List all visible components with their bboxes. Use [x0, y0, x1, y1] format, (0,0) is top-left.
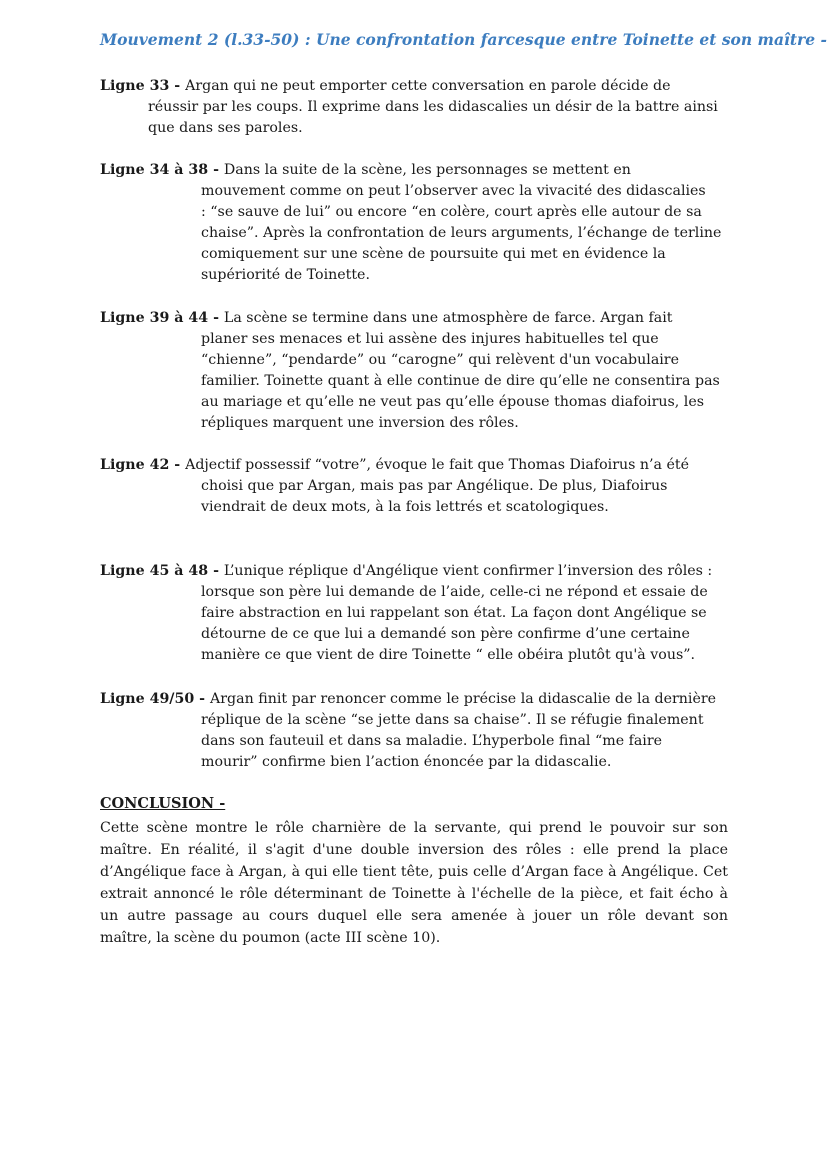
entry-line: manière ce que vient de dire Toinette “ elle obéira plutôt qu'à vous”.	[201, 647, 696, 663]
entry-line: réussir par les coups. Il exprime dans les didascalies un désir de la battre ainsi	[148, 99, 718, 115]
entry-first-line: Ligne 33 - Argan qui ne peut emporter cette conversation en parole décide de	[100, 78, 671, 94]
conclusion-line: extrait annoncé le rôle déterminant de Toinette à l'échelle de la pièce, et fait écho à	[100, 886, 728, 902]
entry-line: que dans ses paroles.	[148, 120, 303, 136]
entry-label: Ligne 39 à 44 -	[100, 310, 224, 326]
conclusion-line: maître. En réalité, il s'agit d'une double inversion des rôles : elle prend la place	[100, 842, 728, 858]
entry-line: faire abstraction en lui rappelant son état. La façon dont Angélique se	[201, 605, 707, 621]
entry-line: planer ses menaces et lui assène des injures habituelles tel que	[201, 331, 659, 347]
entry-line: choisi que par Argan, mais pas par Angélique. De plus, Diafoirus	[201, 478, 668, 494]
entry-first-line: Ligne 34 à 38 - Dans la suite de la scène, les personnages se mettent en	[100, 162, 631, 178]
entry-line: mouvement comme on peut l’observer avec la vivacité des didascalies	[201, 183, 706, 199]
entry-label: Ligne 45 à 48 -	[100, 563, 224, 579]
entry-label: Ligne 33 -	[100, 78, 186, 94]
analysis-entry-ligne-33	[100, 76, 718, 139]
entry-line: supériorité de Toinette.	[201, 267, 370, 283]
entry-first-line: Ligne 45 à 48 - L’unique réplique d'Angélique vient confirmer l’inversion des rôles :	[100, 563, 713, 579]
conclusion-heading: CONCLUSION -	[100, 795, 226, 812]
entry-label: Ligne 42 -	[100, 457, 186, 473]
entry-line: familier. Toinette quant à elle continue de dire qu’elle ne consentira pas	[201, 373, 720, 389]
entry-line: lorsque son père lui demande de l’aide, celle-ci ne répond et essaie de	[201, 584, 708, 600]
entry-line: “chienne”, “pendarde” ou “carogne” qui relèvent d'un vocabulaire	[201, 352, 679, 368]
section-title: Mouvement 2 (l.33-50) : Une confrontation farcesque entre Toinette et son maître -	[100, 30, 827, 49]
entry-first-line: Ligne 42 - Adjectif possessif “votre”, évoque le fait que Thomas Diafoirus n’a été	[100, 457, 690, 473]
entry-line: réplique de la scène “se jette dans sa chaise”. Il se réfugie finalement	[201, 712, 704, 728]
conclusion-line: un autre passage au cours duquel elle sera amenée à jouer un rôle devant son	[100, 908, 728, 924]
conclusion-line: d’Angélique face à Argan, à qui elle tient tête, puis celle d’Argan face à Angélique. Cet	[100, 864, 728, 880]
entry-line: répliques marquent une inversion des rôles.	[201, 415, 519, 431]
entry-line: chaise”. Après la confrontation de leurs arguments, l’échange de terline	[201, 225, 722, 241]
entry-line: dans son fauteuil et dans sa maladie. L’hyperbole final “me faire	[201, 733, 663, 749]
analysis-entry-ligne-39-44	[100, 308, 720, 434]
entry-line: viendrait de deux mots, à la fois lettrés et scatologiques.	[201, 499, 609, 515]
entry-line: au mariage et qu’elle ne veut pas qu’elle épouse thomas diafoirus, les	[201, 394, 705, 410]
entry-line: comiquement sur une scène de poursuite qui met en évidence la	[201, 246, 666, 262]
analysis-entry-ligne-42	[100, 455, 689, 518]
analysis-entry-ligne-45-48	[100, 561, 712, 666]
analysis-entry-ligne-49-50	[100, 689, 716, 773]
entry-line: détourne de ce que lui a demandé son père confirme d’une certaine	[201, 626, 690, 642]
entry-line: mourir” confirme bien l’action énoncée par la didascalie.	[201, 754, 612, 770]
analysis-entry-ligne-34-38	[100, 160, 721, 286]
conclusion-line: maître, la scène du poumon (acte III scène 10).	[100, 930, 441, 946]
conclusion-paragraph	[100, 817, 728, 949]
conclusion-line: Cette scène montre le rôle charnière de la servante, qui prend le pouvoir sur son	[100, 820, 728, 836]
entry-label: Ligne 34 à 38 -	[100, 162, 224, 178]
entry-first-line: Ligne 39 à 44 - La scène se termine dans une atmosphère de farce. Argan fait	[100, 310, 673, 326]
entry-first-line: Ligne 49/50 - Argan finit par renoncer comme le précise la didascalie de la dernière	[100, 691, 717, 707]
entry-label: Ligne 49/50 -	[100, 691, 211, 707]
entry-line: : “se sauve de lui” ou encore “en colère, court après elle autour de sa	[201, 204, 702, 220]
